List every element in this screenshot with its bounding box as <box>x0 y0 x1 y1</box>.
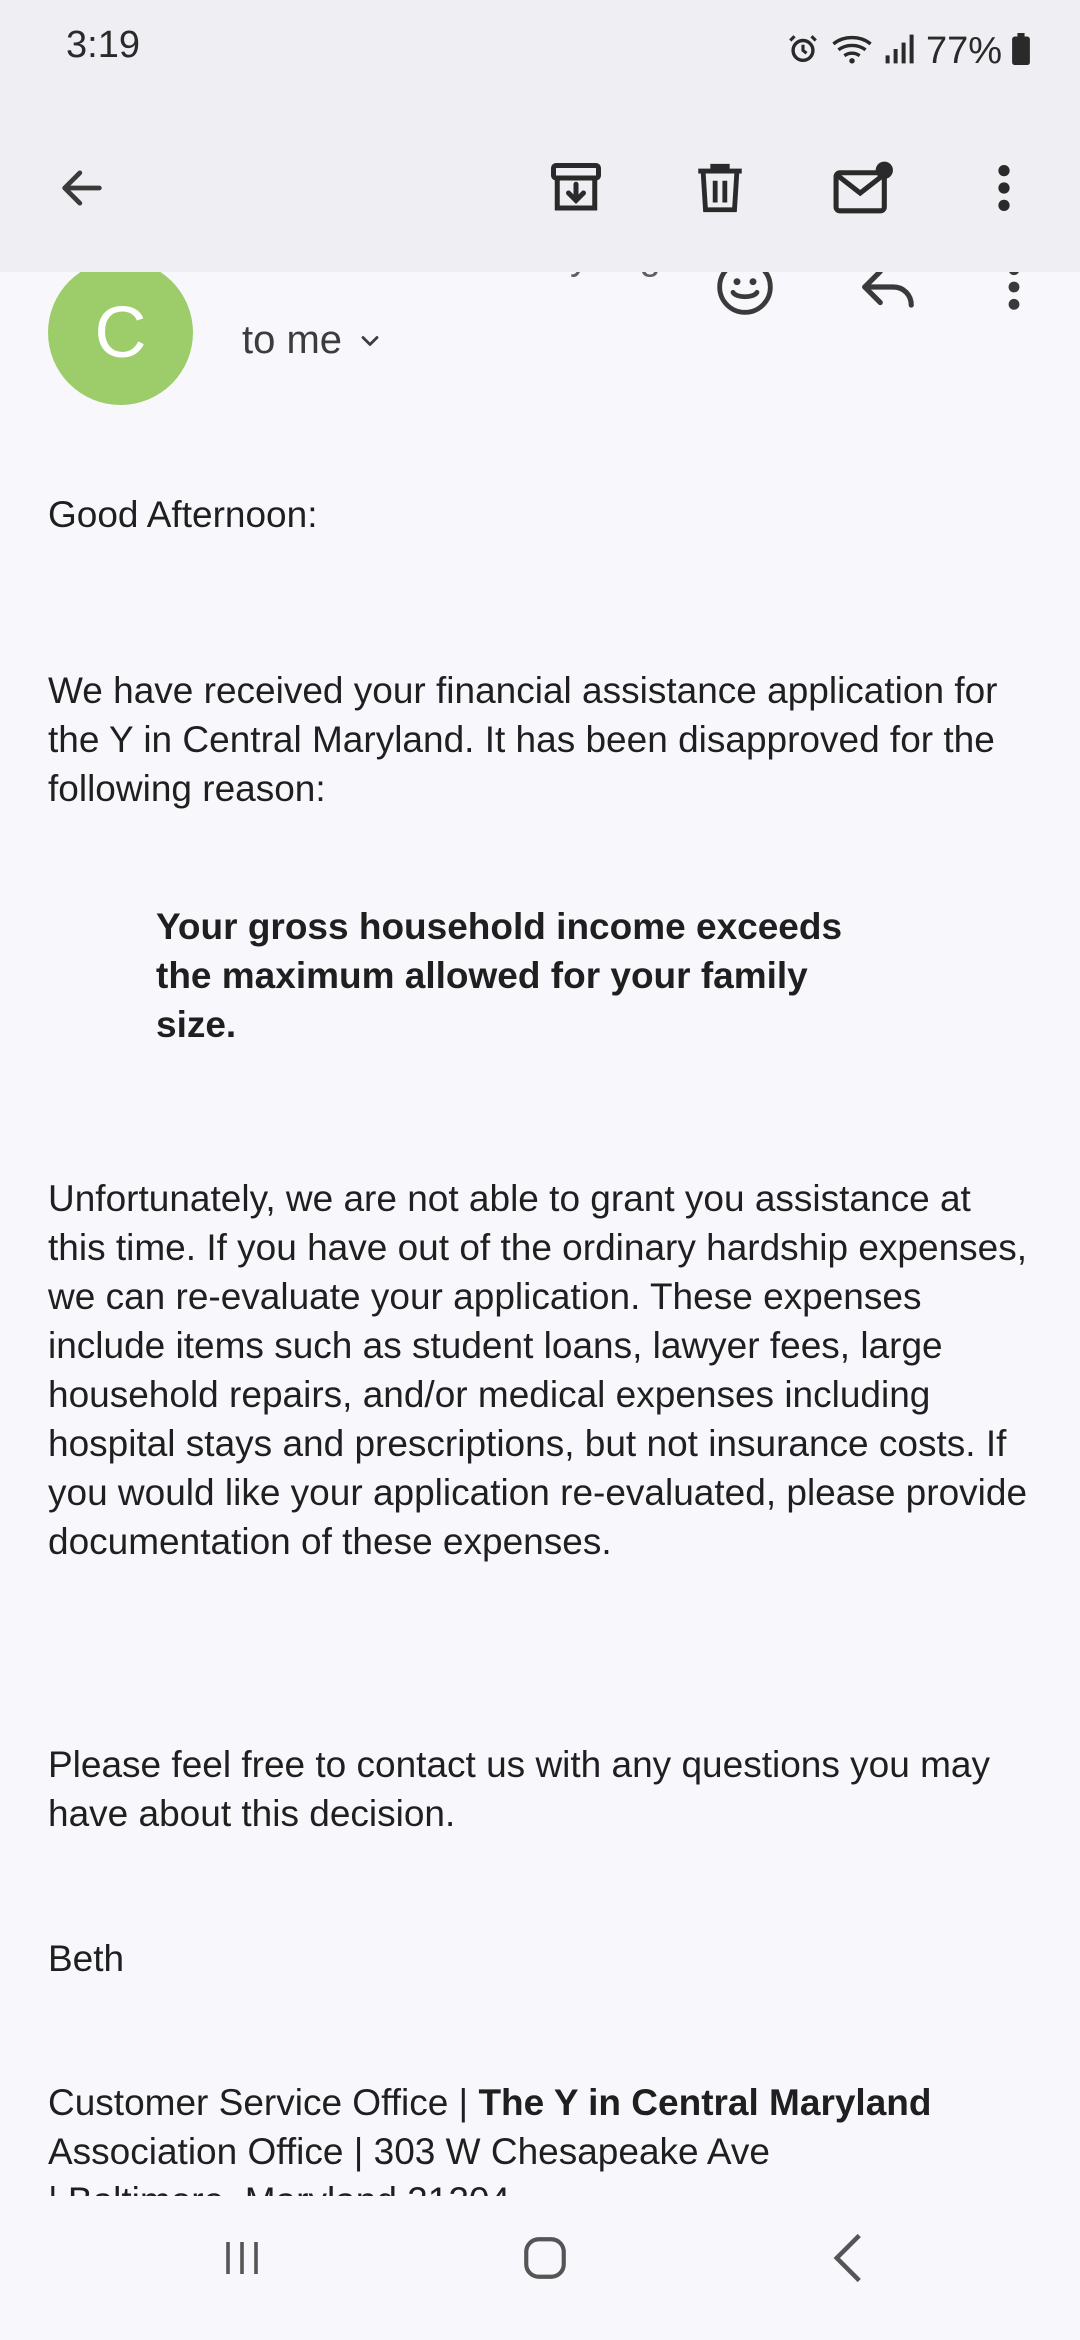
signature-line <box>48 2078 1048 2127</box>
chevron-down-icon <box>356 327 384 355</box>
nav-back-button[interactable] <box>808 2218 888 2298</box>
email-signoff: Beth <box>48 1938 125 1979</box>
signal-icon <box>884 33 916 70</box>
trash-icon <box>691 159 749 217</box>
archive-icon <box>546 158 606 218</box>
disapproval-reason: Your gross household income exceeds the maximum allowed for your family size. <box>156 906 843 1045</box>
recent-apps-icon <box>218 2234 266 2282</box>
mark-unread-button[interactable] <box>822 146 906 230</box>
home-icon <box>520 2233 570 2283</box>
system-nav-bar <box>0 2196 1080 2340</box>
email-paragraph: Unfortunately, we are not able to grant you assistance at this time. If you have out of the ordinary hardship expenses, we can re-evaluate your application. These expenses include items such as student loans, lawyer fees, large household repairs, and/or medical expenses including hospital stays and prescriptions, but not insurance costs. If you would like your application re-evaluated, please provide documentation of these expenses. <box>48 1178 1028 1562</box>
sender-avatar[interactable]: C <box>48 260 193 405</box>
battery-icon <box>1012 33 1030 70</box>
alarm-icon <box>786 32 820 71</box>
status-icons <box>786 28 1030 74</box>
more-options-button[interactable] <box>962 146 1046 230</box>
home-button[interactable] <box>505 2218 585 2298</box>
mark-unread-icon <box>831 158 897 218</box>
recent-apps-button[interactable] <box>202 2218 282 2298</box>
recipient-label: to me <box>242 318 343 362</box>
signature-office: Customer Service Office | <box>48 2082 479 2123</box>
email-paragraph: Please feel free to contact us with any questions you may have about this decision. <box>48 1744 990 1834</box>
signature-address: Association Office | 303 W Chesapeake Ave <box>48 2131 770 2172</box>
status-bar <box>0 0 1080 100</box>
more-vert-icon <box>994 162 1014 214</box>
recipient-details-toggle[interactable] <box>242 318 384 363</box>
email-toolbar <box>0 100 1080 272</box>
delete-button[interactable] <box>678 146 762 230</box>
email-greeting: Good Afternoon: <box>48 494 318 535</box>
battery-percent: 77% <box>925 29 1002 72</box>
email-paragraph: We have received your financial assistance application for the Y in Central Maryland. It has been disapproved for the following reason: <box>48 670 998 809</box>
signature-org: The Y in Central Maryland <box>478 2082 932 2123</box>
back-arrow-icon <box>56 162 108 214</box>
back-button[interactable] <box>40 146 124 230</box>
wifi-icon <box>830 32 874 71</box>
status-time: 3:19 <box>66 24 140 66</box>
nav-back-icon <box>828 2231 868 2285</box>
email-content <box>0 272 1080 2196</box>
archive-button[interactable] <box>534 146 618 230</box>
